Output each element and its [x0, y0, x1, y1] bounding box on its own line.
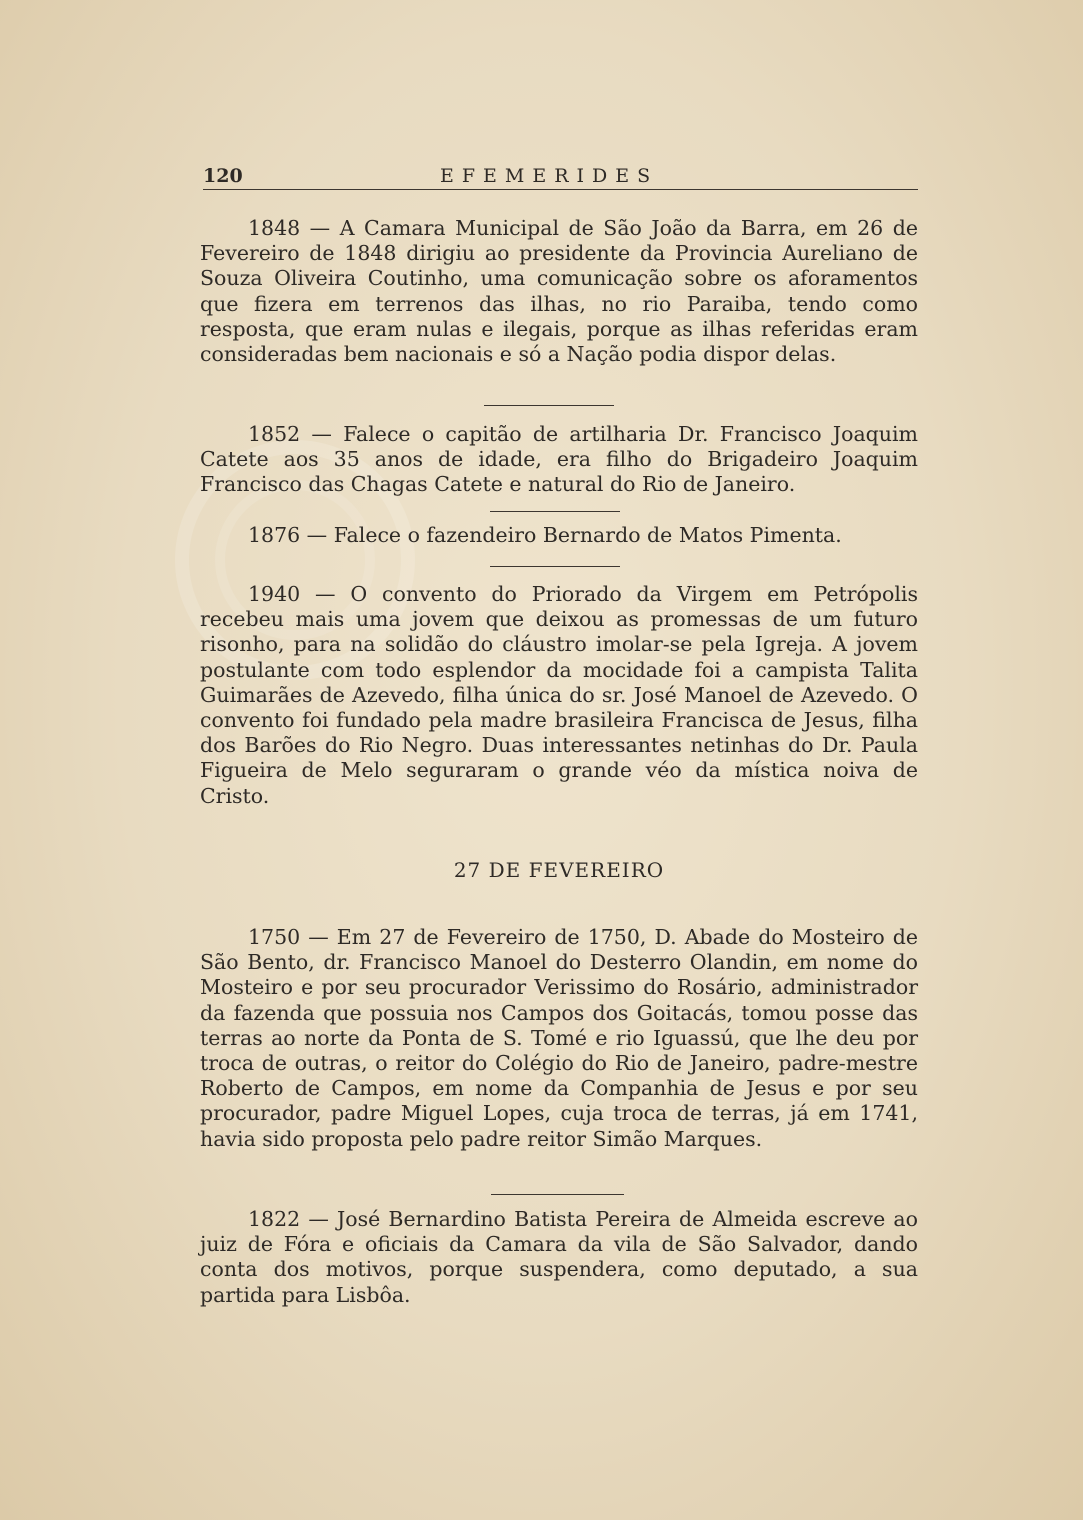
page-number: 120: [203, 165, 243, 187]
separator-rule: [490, 511, 620, 512]
entry-1940: 1940 — O convento do Priorado da Virgem em Petrópolis recebeu mais uma jovem que deixou as promessas de um futuro risonho, para na solidão do cláustro imolar-se pela Igreja. A jovem postulante com todo esplendor da mocidade foi a campista Talita Guimarães de Azevedo, filha única do sr. José Manoel de Azevedo. O convento foi fundado pela madre brasileira Francisca de Jesus, filha dos Barões do Rio Negro. Duas interessantes netinhas do Dr. Paula Figueira de Melo seguraram o grande véo da mística noiva de Cristo.: [200, 582, 918, 808]
entry-1848: 1848 — A Camara Municipal de São João da Barra, em 26 de Fevereiro de 1848 dirigiu ao presidente da Provincia Aureliano de Souza Oliveira Coutinho, uma comunicação sobre os aforamentos que fizera em terrenos das ilhas, no rio Paraiba, tendo como resposta, que eram nulas e ilegais, porque as ilhas referidas eram consideradas bem nacionais e só a Nação podia dispor delas.: [200, 216, 918, 367]
entry-1750: 1750 — Em 27 de Fevereiro de 1750, D. Abade do Mosteiro de São Bento, dr. Francisco Manoel do Desterro Olandin, em nome do Mosteiro e por seu procurador Verissimo do Rosário, administrador da fazenda que possuia nos Campos dos Goitacás, tomou posse das terras ao norte da Ponta de S. Tomé e rio Iguassú, que lhe deu por troca de outras, o reitor do Colégio do Rio de Janeiro, padre-mestre Roberto de Campos, em nome da Companhia de Jesus e por seu procurador, padre Miguel Lopes, cuja troca de terras, já em 1741, havia sido proposta pelo padre reitor Simão Marques.: [200, 925, 918, 1151]
separator-rule: [490, 566, 620, 567]
entry-1876: 1876 — Falece o fazendeiro Bernardo de Matos Pimenta.: [248, 523, 842, 547]
separator-rule: [491, 1194, 624, 1195]
separator-rule: [484, 405, 614, 406]
running-title: EFEMERIDES: [440, 165, 659, 187]
entry-1822: 1822 — José Bernardino Batista Pereira de Almeida escreve ao juiz de Fóra e oficiais da Camara da vila de São Salvador, dando conta dos motivos, porque suspendera, como deputado, a sua partida para Lisbôa.: [200, 1207, 918, 1307]
section-heading: 27 DE FEVEREIRO: [453, 858, 665, 882]
entry-1852: 1852 — Falece o capitão de artilharia Dr. Francisco Joaquim Catete aos 35 anos de idade, era filho do Brigadeiro Joaquim Francisco das Chagas Catete e natural do Rio de Janeiro.: [200, 422, 918, 497]
page-header: [203, 165, 918, 190]
